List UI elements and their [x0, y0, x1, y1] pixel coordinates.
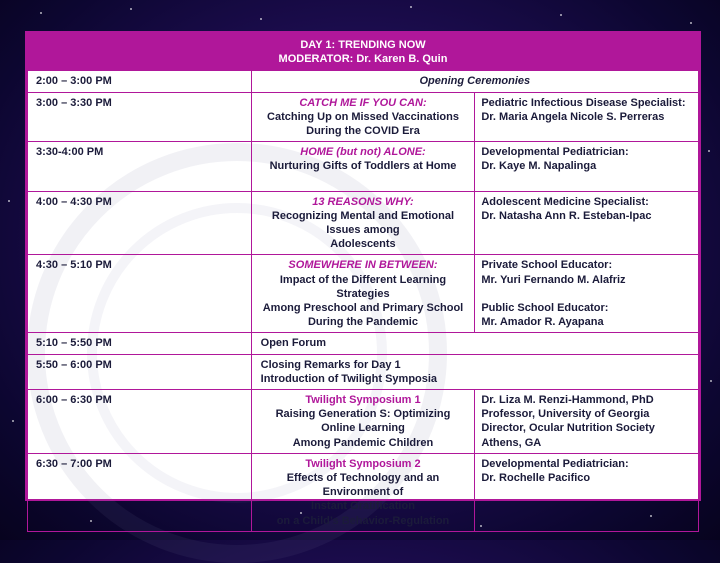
speaker-cell — [475, 92, 699, 142]
speaker-cell — [475, 142, 699, 191]
speaker-role: Developmental Pediatrician: — [481, 146, 629, 159]
table-row — [28, 390, 699, 454]
schedule-header — [28, 34, 699, 71]
session-title: HOME (but not) ALONE: — [300, 146, 426, 159]
speaker-role: Developmental Pediatrician: — [481, 457, 629, 470]
table-row — [28, 71, 699, 92]
topic-line: Closing Remarks for Day 1 — [260, 358, 401, 371]
speaker-name: Dr. Maria Angela Nicole S. Perreras — [481, 110, 665, 123]
speaker-role: Private School Educator: — [481, 259, 613, 272]
topic-cell — [251, 354, 698, 389]
table-row — [28, 142, 699, 191]
topic-cell — [251, 191, 475, 255]
time-cell: 3:00 – 3:30 PM — [28, 92, 252, 142]
session-subtitle: Catching Up on Missed Vaccinations — [267, 110, 459, 123]
session-title: Twilight Symposium 2 — [305, 457, 421, 470]
speaker-role: Pediatric Infectious Disease Specialist: — [481, 96, 686, 109]
session-title: CATCH ME IF YOU CAN: — [299, 96, 427, 109]
table-row — [28, 92, 699, 142]
session-subtitle: Recognizing Mental and Emotional Issues among — [271, 209, 455, 237]
speaker-affiliation: Professor, University of Georgia — [481, 408, 650, 421]
session-subtitle: Nurturing Gifts of Toddlers at Home — [269, 160, 457, 173]
table-row — [28, 354, 699, 389]
session-title: SOMEWHERE IN BETWEEN: — [288, 259, 438, 272]
table-row — [28, 255, 699, 333]
time-cell: 5:10 – 5:50 PM — [28, 333, 252, 354]
speaker-name: Dr. Liza M. Renzi-Hammond, PhD — [481, 394, 654, 407]
time-cell: 5:50 – 6:00 PM — [28, 354, 252, 389]
topic-cell: Open Forum — [251, 333, 698, 354]
session-subtitle: Impact of the Different Learning Strategies — [279, 273, 447, 300]
speaker-cell — [475, 390, 699, 454]
time-cell: 6:00 – 6:30 PM — [28, 390, 252, 454]
topic-line: Introduction of Twilight Symposia — [260, 372, 438, 385]
speaker-affiliation: Director, Ocular Nutrition Society — [481, 422, 655, 435]
time-cell: 4:00 – 4:30 PM — [28, 191, 252, 255]
speaker-cell — [475, 191, 699, 255]
schedule-sheet — [25, 31, 701, 527]
speaker-role: Adolescent Medicine Specialist: — [481, 195, 649, 208]
topic-cell — [251, 453, 475, 531]
topic-cell — [251, 390, 475, 454]
session-subtitle: Among Preschool and Primary School — [262, 302, 464, 315]
speaker-role: Public School Educator: — [481, 301, 609, 314]
speaker-name: Dr. Rochelle Pacifico — [481, 472, 591, 485]
table-row — [28, 191, 699, 255]
topic-cell: Opening Ceremonies — [251, 71, 698, 92]
session-subtitle: During the COVID Era — [306, 125, 420, 138]
table-row — [28, 333, 699, 354]
session-subtitle: Raising Generation S: Optimizing Online Learning — [275, 408, 451, 435]
session-subtitle: on a Child’s Behavior-Regulation — [276, 514, 450, 527]
moderator: MODERATOR: Dr. Karen B. Quin — [278, 53, 448, 66]
session-subtitle: During the Pandemic — [307, 316, 418, 329]
speaker-name: Dr. Kaye M. Napalinga — [481, 160, 597, 173]
speaker-location: Athens, GA — [481, 436, 542, 449]
schedule-table — [27, 33, 699, 532]
time-cell: 3:30-4:00 PM — [28, 142, 252, 191]
speaker-name: Dr. Natasha Ann R. Esteban-Ipac — [481, 209, 652, 222]
session-subtitle: Among Pandemic Children — [292, 436, 434, 449]
table-row — [28, 453, 699, 531]
session-title: 13 REASONS WHY: — [312, 195, 414, 208]
speaker-name: Mr. Yuri Fernando M. Alafriz — [481, 273, 626, 286]
topic-cell — [251, 92, 475, 142]
time-cell: 6:30 – 7:00 PM — [28, 453, 252, 531]
speaker-cell — [475, 453, 699, 531]
topic-cell — [251, 255, 475, 333]
time-cell: 2:00 – 3:00 PM — [28, 71, 252, 92]
session-subtitle: Instant Gratification — [311, 500, 415, 513]
time-cell: 4:30 – 5:10 PM — [28, 255, 252, 333]
session-subtitle: Effects of Technology and an Environment of — [286, 472, 440, 499]
session-subtitle: Adolescents — [330, 238, 396, 251]
topic-cell — [251, 142, 475, 191]
session-title: Twilight Symposium 1 — [305, 394, 421, 407]
speaker-cell — [475, 255, 699, 333]
speaker-name: Mr. Amador R. Ayapana — [481, 316, 604, 329]
day-title: DAY 1: TRENDING NOW — [300, 39, 426, 51]
